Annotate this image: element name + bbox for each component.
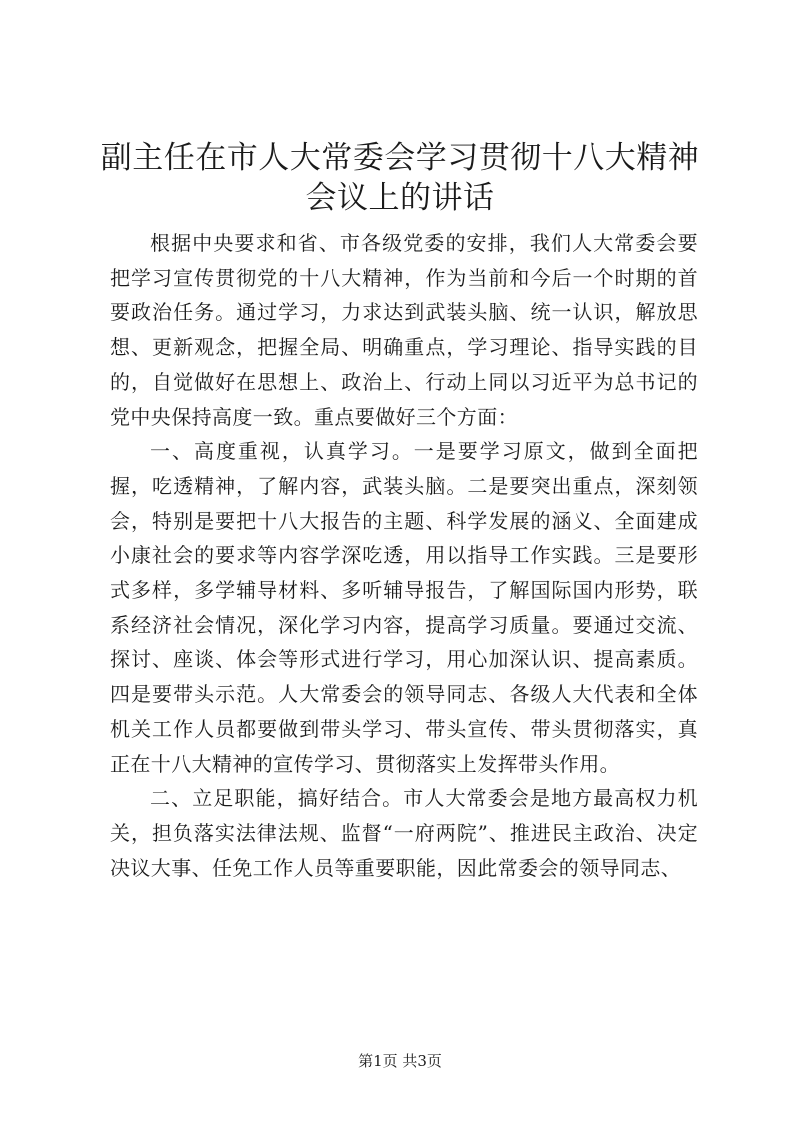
paragraph-section-1: 一、高度重视，认真学习。一是要学习原文，做到全面把握，吃透精神，了解内容，武装头脑。二是要突出重点，深刻领会，特别是要把十八大报告的主题、科学发展的涵义、全面建成小康社会的要求等内容学深吃透，用以指导工作实践。三是要形式多样，多学辅导材料、多听辅导报告，了解国际国内形势，联系经济社会情况，深化学习内容，提高学习质量。要通过交流、探讨、座谈、体会等形式进行学习，用心加深认识、提高素质。四是要带头示范。人大常委会的领导同志、各级人大代表和全体机关工作人员都要做到带头学习、带头宣传、带头贯彻落实，真正在十八大精神的宣传学习、贯彻落实上发挥带头作用。	[110, 439, 698, 776]
paragraph-intro: 根据中央要求和省、市各级党委的安排，我们人大常委会要把学习宣传贯彻党的十八大精神，作为当前和今后一个时期的首要政治任务。通过学习，力求达到武装头脑、统一认识，解放思想、更新观念，把握全局、明确重点，学习理论、指导实践的目的，自觉做好在思想上、政治上、行动上同以习近平为总书记的党中央保持高度一致。重点要做好三个方面：	[110, 231, 698, 429]
paragraph-section-2: 二、立足职能，搞好结合。市人大常委会是地方最高权力机关，担负落实法律法规、监督“一府两院”、推进民主政治、决定决议大事、任免工作人员等重要职能，因此常委会的领导同志、	[110, 786, 698, 880]
document-title: 副主任在市人大常委会学习贯彻十八大精神会议上的讲话	[100, 140, 700, 216]
page-number-footer: 第1页 共3页	[358, 1052, 442, 1070]
document-body	[110, 226, 698, 885]
